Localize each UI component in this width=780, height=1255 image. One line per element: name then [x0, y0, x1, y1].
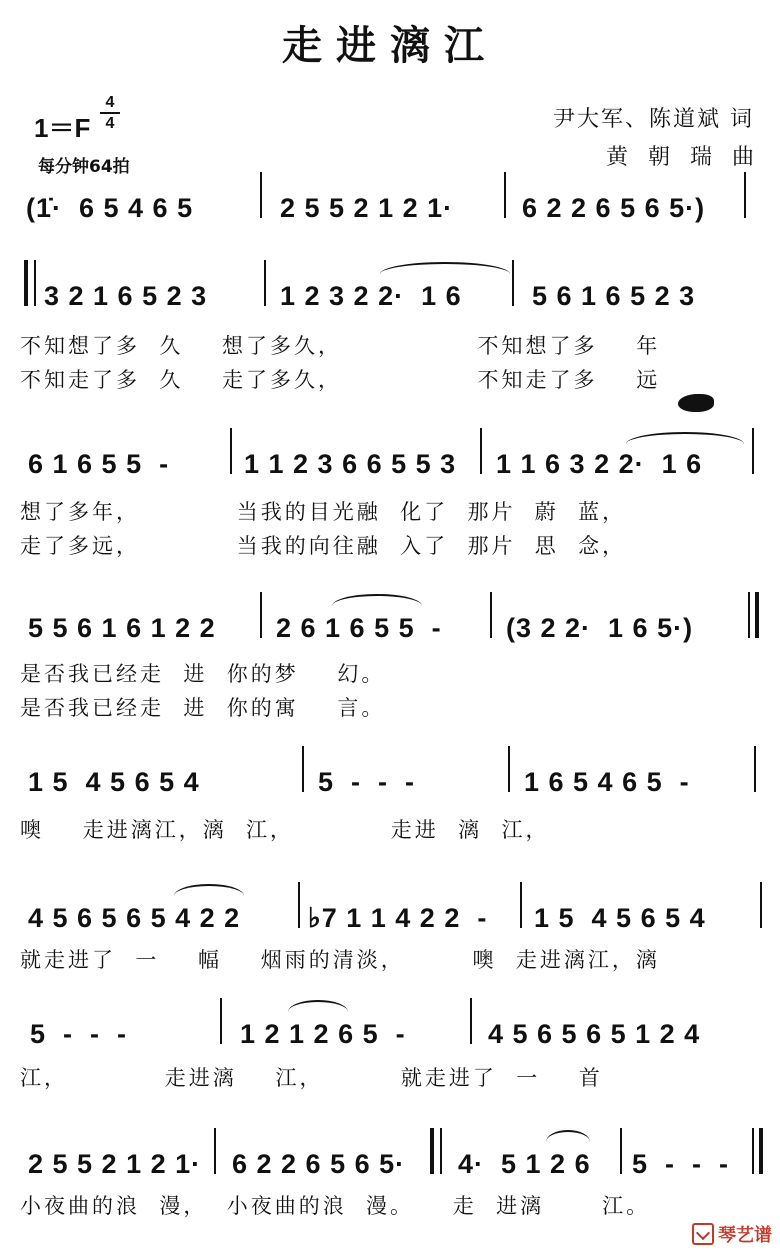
barline — [512, 260, 514, 306]
barline — [264, 260, 266, 306]
barline — [620, 1128, 622, 1174]
measure: (3 2 2· 1 6 5·) — [506, 613, 694, 643]
lyric-line-verse-2: 是否我已经走 进 你的寓 言。 — [20, 696, 386, 720]
lyric-line-verse-2: 不知走了多 久 走了多久， 不知走了多 远 — [20, 368, 661, 392]
barline — [504, 172, 506, 218]
staff-row-6 — [14, 880, 774, 936]
measure: 2 6 1 6 5 5 - — [276, 613, 442, 643]
staff-row-1 — [14, 170, 774, 226]
lyric-line: 噢 走进漓江，漓 江， 走进 漓 江， — [20, 818, 550, 842]
barline — [480, 428, 482, 474]
barline — [470, 998, 472, 1044]
measure: 1 2 1 2 6 5 - — [240, 1019, 406, 1049]
lyricist-credit: 尹大军、陈道斌 词 — [553, 107, 754, 132]
barline — [230, 428, 232, 474]
measure: 6 2 2 6 5 6 5· — [232, 1149, 406, 1179]
measure: 3 2 1 6 5 2 3 — [44, 281, 208, 311]
barline — [490, 592, 492, 638]
measure: 4· 5 1 2 6 — [458, 1149, 591, 1179]
lyric-line: 就走进了 一 幅 烟雨的清淡， 噢 走进漓江，漓 — [20, 948, 660, 972]
measure: 1 5 4 5 6 5 4 — [534, 903, 706, 933]
lyric-line: 小夜曲的浪 漫， 小夜曲的浪 漫。 走 进漓 江。 — [20, 1194, 651, 1218]
lyric-line-verse-1: 想了多年， 当我的目光融 化了 那片 蔚 蓝， — [20, 500, 627, 524]
barline — [520, 882, 522, 928]
barline — [744, 172, 746, 218]
barline — [760, 882, 762, 928]
composer-credit: 黄朝瑞曲 — [605, 145, 774, 170]
staff-row-4 — [14, 590, 774, 646]
measure: 5 - - - — [632, 1149, 729, 1179]
measure: 2 5 5 2 1 2 1· — [28, 1149, 202, 1179]
measure: 6 2 2 6 5 6 5·) — [522, 193, 706, 223]
staff-row-7 — [14, 996, 774, 1052]
lyric-line-verse-1: 是否我已经走 进 你的梦 幻。 — [20, 662, 386, 686]
staff-row-3 — [14, 426, 774, 482]
barline — [260, 172, 262, 218]
staff-row-8 — [14, 1126, 774, 1182]
barline — [302, 746, 304, 792]
barline — [214, 1128, 216, 1174]
repeat-end — [430, 1128, 442, 1174]
measure: 4 5 6 5 6 5 1 2 4 — [488, 1019, 701, 1049]
measure: 1 2 3 2 2· 1 6 — [280, 281, 462, 311]
music-note-icon — [692, 1223, 714, 1245]
time-signature-top: 4 — [105, 94, 115, 111]
measure: 5 - - - — [318, 767, 415, 797]
measure: 1 5 4 5 6 5 4 — [28, 767, 200, 797]
measure: 1 6 5 4 6 5 - — [524, 767, 690, 797]
barline — [220, 998, 222, 1044]
lyric-line: 江， 走进漓 江， 就走进了 一 首 — [20, 1066, 603, 1090]
measure: 4 5 6 5 6 5 4 2 2 — [28, 903, 241, 933]
lyric-line-verse-1: 不知想了多 久 想了多久， 不知想了多 年 — [20, 334, 661, 358]
tempo-marking: 每分钟64拍 — [38, 157, 130, 177]
measure: (1̇· 6 5 4 6 5 — [26, 193, 194, 223]
repeat-start — [24, 260, 36, 306]
time-signature-bottom: 4 — [105, 115, 115, 132]
staff-row-5 — [14, 744, 774, 800]
barline — [752, 428, 754, 474]
measure: 5 6 1 6 5 2 3 — [532, 281, 696, 311]
measure: 2 5 5 2 1 2 1· — [280, 193, 454, 223]
repeat-end — [748, 592, 759, 638]
song-title: 走进漓江 — [282, 23, 498, 69]
barline — [508, 746, 510, 792]
barline — [260, 592, 262, 638]
ink-blot — [678, 394, 714, 412]
barline — [298, 882, 300, 928]
measure: 6 1 6 5 5 - — [28, 449, 170, 479]
lyric-line-verse-2: 走了多远， 当我的向往融 入了 那片 思 念， — [20, 534, 627, 558]
measure: ♭7 1 1 4 2 2 - — [308, 903, 488, 933]
measure: 5 - - - — [30, 1019, 127, 1049]
measure: 1 1 6 3 2 2· 1 6 — [496, 449, 703, 479]
measure: 5 5 6 1 6 1 2 2 — [28, 613, 216, 643]
barline — [754, 746, 756, 792]
watermark-text: 琴艺谱 — [718, 1225, 772, 1246]
measure: 1 1 2 3 6 6 5 5 3 — [244, 449, 457, 479]
key-signature: 1＝F — [34, 113, 91, 143]
time-signature — [100, 94, 120, 132]
final-barline — [752, 1128, 763, 1174]
staff-row-2 — [14, 258, 774, 314]
watermark-logo — [692, 1221, 772, 1247]
